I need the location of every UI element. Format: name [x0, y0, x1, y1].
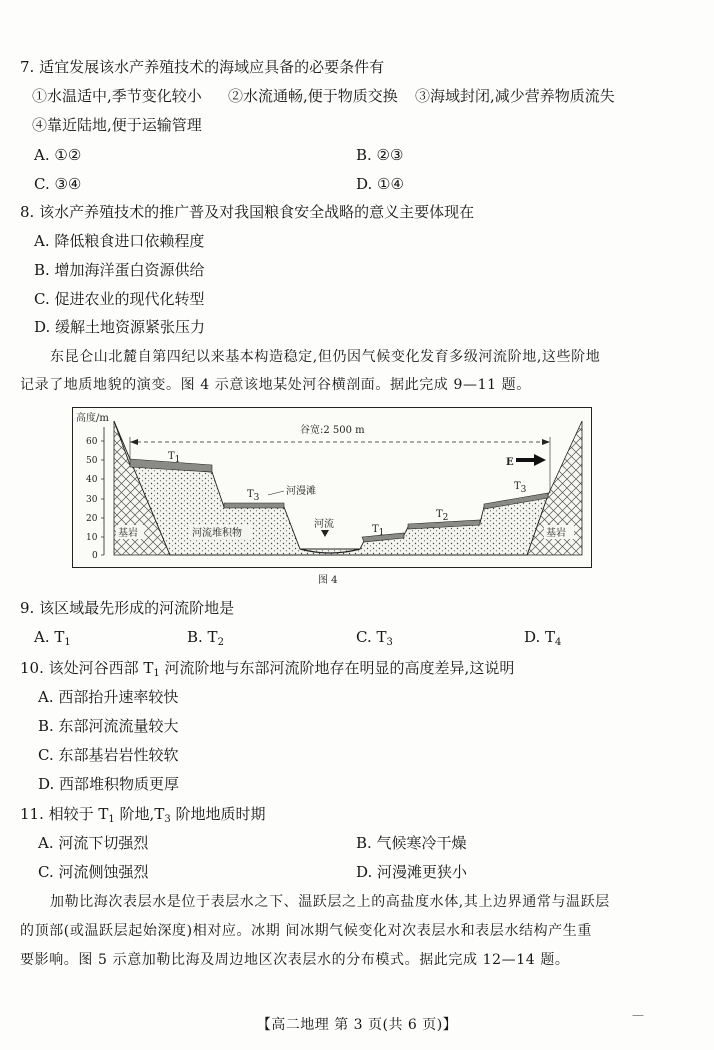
q7-condition-4: ④靠近陆地,便于运输管理 — [32, 116, 202, 134]
label-east-t3: T3 — [514, 481, 527, 495]
figure-4-river-valley-profile — [72, 407, 592, 589]
q8-option-a: A. 降低粮食进口依赖程度 — [34, 232, 205, 250]
passage-2-line-1: 加勒比海次表层水是位于表层水之下、温跃层之上的高盐度水体,其上边界通常与温跃层 — [50, 894, 610, 910]
q11-option-d: D. 河漫滩更狭小 — [356, 863, 468, 881]
q7-condition-3: ③海域封闭,减少营养物质流失 — [415, 87, 615, 105]
q9-option-d: D. $T_4$ — [524, 628, 562, 648]
y-tick-10: 10 — [86, 533, 98, 543]
q9-option-c: C. $T_3$ — [356, 628, 393, 648]
river-label: 河流 — [314, 519, 334, 530]
q10-option-c: C. 东部基岩岩性较软 — [38, 746, 179, 764]
q8-option-d: D. 缓解土地资源紧张压力 — [34, 318, 206, 336]
q7-condition-2: ②水流通畅,便于物质交换 — [228, 87, 398, 105]
floodplain-label: 河漫滩 — [286, 486, 316, 497]
q10-option-b: B. 东部河流流量较大 — [38, 717, 179, 735]
q8-option-b: B. 增加海洋蛋白资源供给 — [34, 261, 205, 279]
q7-stem: 7. 适宜发展该水产养殖技术的海域应具备的必要条件有 — [20, 58, 385, 76]
terrace-t3-west-layer — [224, 503, 284, 508]
passage-2-line-2: 的顶部(或温跃层起始深度)相对应。冰期 间冰期气候变化对次表层水和表层水结构产生重 — [20, 923, 592, 939]
y-tick-30: 30 — [86, 495, 98, 505]
passage-1-line-1: 东昆仑山北麓自第四纪以来基本构造稳定,但仍因气候变化发育多级河流阶地,这些阶地 — [50, 349, 601, 365]
q8-stem: 8. 该水产养殖技术的推广普及对我国粮食安全战略的意义主要体现在 — [20, 203, 475, 221]
direction-label: E — [506, 457, 514, 468]
q11-option-b: B. 气候寒冷干燥 — [356, 834, 467, 852]
label-east-t1: T1 — [372, 524, 385, 538]
footer-mark: — — [632, 1008, 644, 1022]
q8-option-c: C. 促进农业的现代化转型 — [34, 290, 205, 308]
q9-option-b: B. $T_2$ — [187, 628, 224, 648]
label-west-t1: T1 — [168, 451, 181, 465]
sediment-label: 河流堆积物 — [192, 528, 242, 539]
y-tick-20: 20 — [86, 514, 98, 524]
q11-option-c: C. 河流侧蚀强烈 — [38, 863, 149, 881]
q10-option-d: D. 西部堆积物质更厚 — [38, 775, 180, 793]
bedrock-right-label: 基岩 — [546, 528, 566, 539]
valley-width-label: 谷宽:2 500 m — [300, 425, 365, 436]
passage-1-line-2: 记录了地质地貌的演变。图 4 示意该地某处河谷横剖面。据此完成 9—11 题。 — [20, 377, 531, 393]
figure-caption: 图 4 — [318, 575, 338, 586]
q7-option-d: D. ①④ — [356, 175, 404, 193]
q11-option-a: A. 河流下切强烈 — [38, 834, 149, 852]
q7-condition-1: ①水温适中,季节变化较小 — [32, 87, 202, 105]
q7-option-a: A. ①② — [34, 146, 82, 164]
passage-2-line-3: 要影响。图 5 示意加勒比海及周边地区次表层水的分布模式。据此完成 12—14 题。 — [20, 952, 570, 968]
q9-stem: 9. 该区域最先形成的河流阶地是 — [20, 599, 235, 617]
q10-option-a: A. 西部抬升速率较快 — [38, 688, 179, 706]
y-tick-50: 50 — [86, 456, 98, 466]
y-tick-0: 0 — [92, 551, 98, 561]
y-axis-title: 高度/m — [76, 413, 109, 424]
q10-stem: 10. 该处河谷西部 $T_1$ 河流阶地与东部河流阶地存在明显的高度差异,这说明 — [20, 659, 515, 679]
q7-option-b: B. ②③ — [356, 146, 404, 164]
page-footer: 【高二地理 第 3 页(共 6 页)】 — [256, 1017, 458, 1033]
y-tick-40: 40 — [86, 475, 98, 485]
bedrock-left-label: 基岩 — [118, 528, 138, 539]
label-west-t3: T3 — [247, 489, 260, 503]
q11-stem: 11. 相较于 $T_1$ 阶地$,T_3$ 阶地地质时期 — [20, 805, 266, 825]
y-tick-60: 60 — [86, 437, 98, 447]
q7-option-c: C. ③④ — [34, 175, 82, 193]
label-east-t2: T2 — [436, 509, 449, 523]
q9-option-a: A. $T_1$ — [34, 628, 71, 648]
